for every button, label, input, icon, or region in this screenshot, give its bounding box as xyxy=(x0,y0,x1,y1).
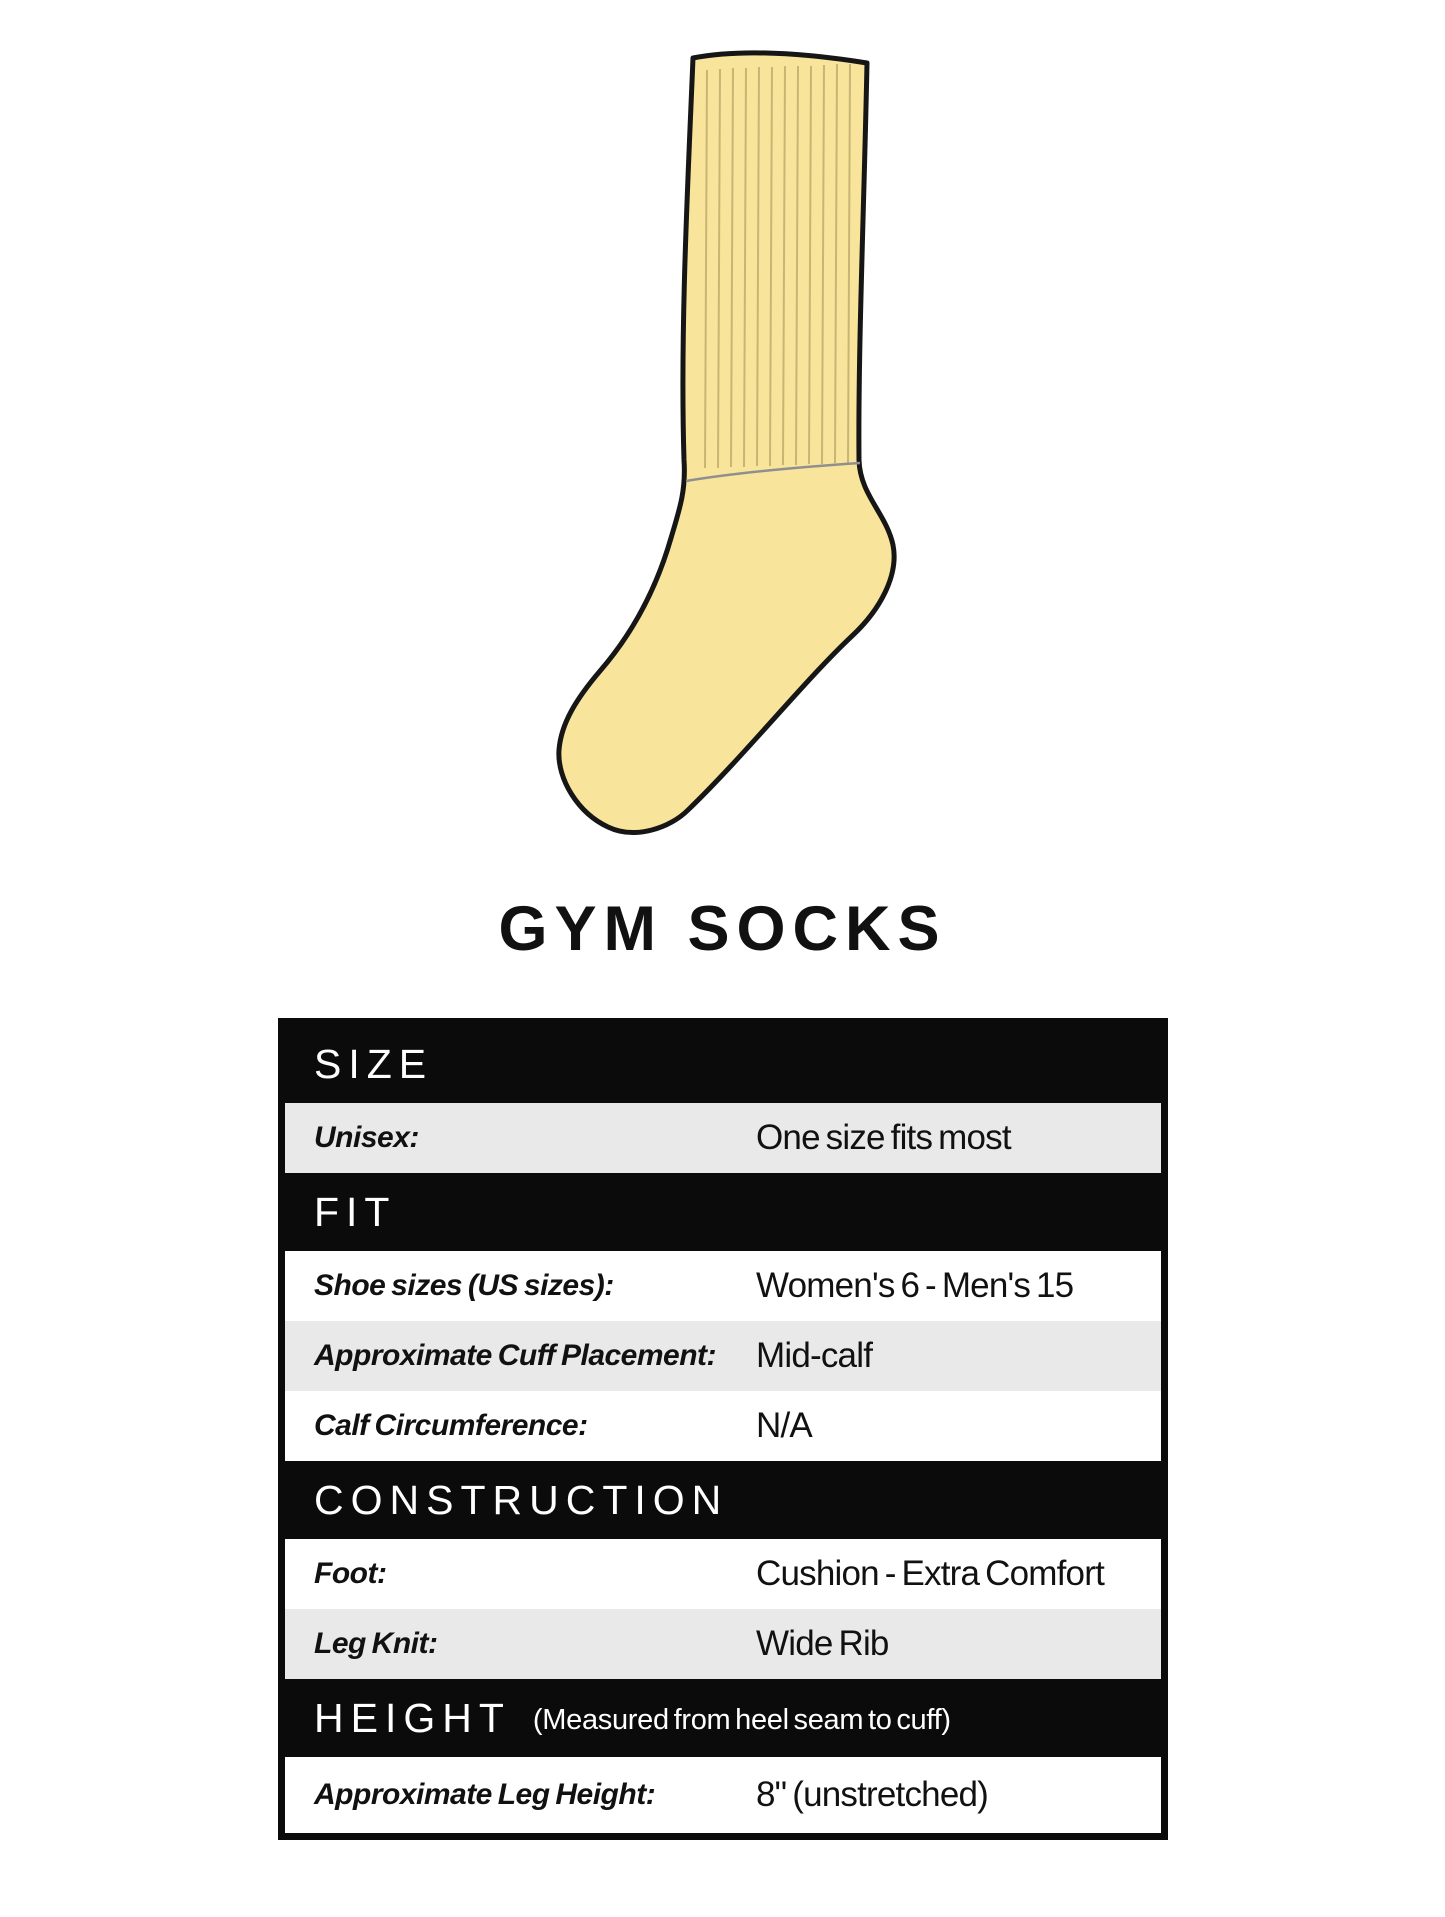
page-title: GYM SOCKS xyxy=(498,894,947,964)
spec-value: Women's 6 - Men's 15 xyxy=(756,1266,1074,1305)
section-header-fit xyxy=(285,1173,1161,1251)
section-header-height xyxy=(285,1679,1161,1757)
spec-row xyxy=(285,1103,1161,1173)
spec-row xyxy=(285,1391,1161,1461)
spec-label: Shoe sizes (US sizes): xyxy=(314,1269,614,1302)
sock-svg xyxy=(460,30,960,870)
spec-row xyxy=(285,1321,1161,1391)
section-title: SIZE xyxy=(314,1040,434,1087)
section-header-size xyxy=(285,1025,1161,1103)
spec-value: N/A xyxy=(756,1406,812,1445)
section-header-construction xyxy=(285,1461,1161,1539)
sock-body xyxy=(559,53,894,833)
spec-value: 8" (unstretched) xyxy=(756,1775,989,1814)
spec-value: Wide Rib xyxy=(756,1624,889,1663)
spec-label: Approximate Cuff Placement: xyxy=(314,1339,717,1372)
sock-illustration xyxy=(460,30,960,870)
spec-value: One size fits most xyxy=(756,1118,1011,1157)
spec-value: Mid-calf xyxy=(756,1336,873,1375)
section-title: CONSTRUCTION xyxy=(314,1476,729,1523)
spec-row xyxy=(285,1251,1161,1321)
section-title: HEIGHT xyxy=(314,1694,511,1741)
spec-label: Calf Circumference: xyxy=(314,1409,588,1442)
spec-row xyxy=(285,1539,1161,1609)
spec-label: Leg Knit: xyxy=(314,1627,438,1660)
spec-value: Cushion - Extra Comfort xyxy=(756,1554,1104,1593)
spec-table xyxy=(278,1018,1168,1840)
section-title: FIT xyxy=(314,1188,397,1235)
spec-label: Approximate Leg Height: xyxy=(314,1778,656,1811)
spec-label: Unisex: xyxy=(314,1121,419,1154)
section-note: (Measured from heel seam to cuff) xyxy=(532,1704,951,1736)
spec-label: Foot: xyxy=(314,1557,387,1590)
spec-row xyxy=(285,1757,1161,1833)
spec-row xyxy=(285,1609,1161,1679)
